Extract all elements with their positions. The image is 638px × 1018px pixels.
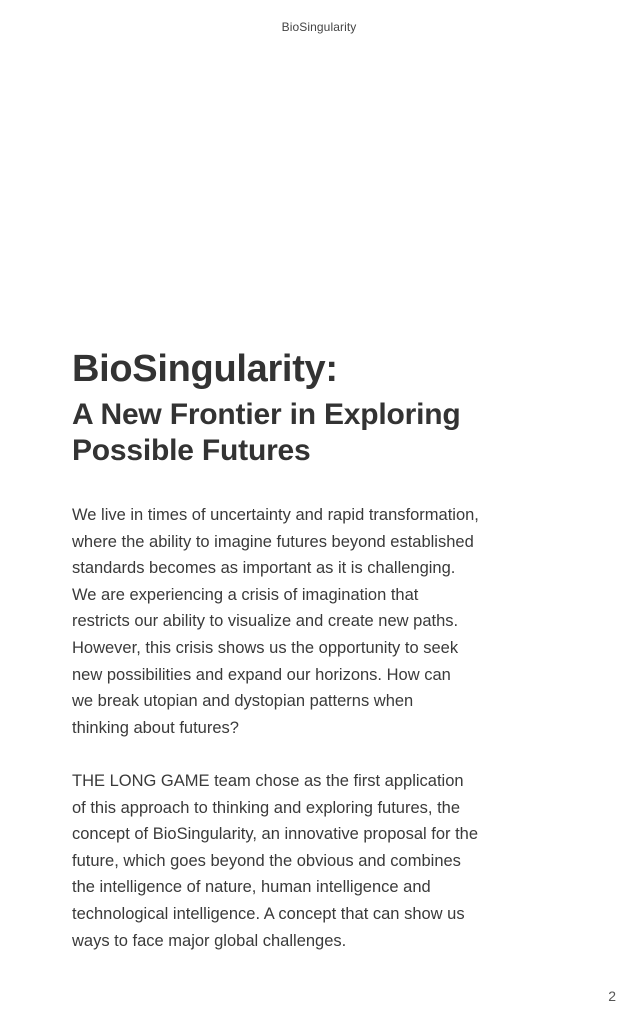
text-line: However, this crisis shows us the opportunity to seek [72,638,459,657]
page-number: 2 [608,988,616,1004]
text-line: thinking about futures? [72,718,239,737]
text-line: restricts our ability to visualize and create new paths. [72,612,459,631]
text-line: We live in times of uncertainty and rapid transformation, [72,506,479,524]
article-body [72,347,532,954]
text-line: technological intelligence. A concept that can show us [72,904,465,923]
text-line: new possibilities and expand our horizons. How can [72,665,451,684]
subtitle-line: Possible Futures [72,434,311,467]
article-subtitle [72,397,532,469]
text-line: ways to face major global challenges. [72,931,347,950]
text-line: future, which goes beyond the obvious and combines [72,851,461,870]
text-line: we break utopian and dystopian patterns when [72,692,414,711]
text-line: of this approach to thinking and exploring futures, the [72,798,460,817]
article-title: BioSingularity: [72,348,338,390]
paragraph-intro [72,502,532,741]
text-line: THE LONG GAME team chose as the first application [72,771,464,790]
text-line: concept of BioSingularity, an innovative proposal for the [72,825,479,844]
paragraph-long-game [72,768,532,954]
text-line: where the ability to imagine futures beyond established [72,532,474,551]
text-line: the intelligence of nature, human intelligence and [72,878,431,897]
running-header: BioSingularity [281,20,357,34]
subtitle-line: A New Frontier in Exploring [72,398,461,431]
text-line: We are experiencing a crisis of imagination that [72,585,419,604]
text-line: standards becomes as important as it is challenging. [72,559,456,578]
